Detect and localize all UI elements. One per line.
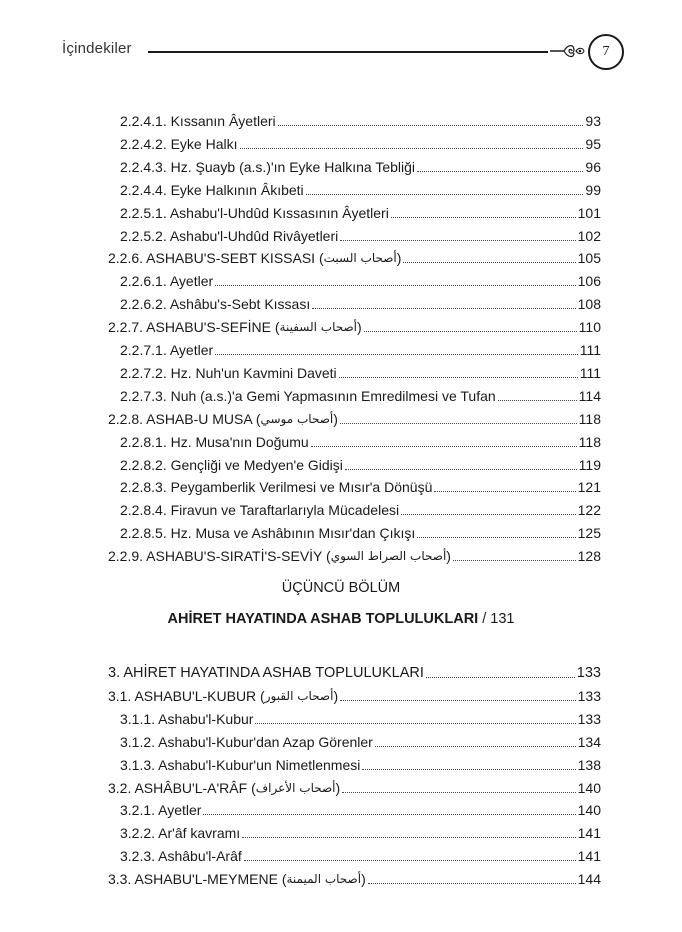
toc-entry-page: 101 — [577, 204, 601, 221]
toc-entry[interactable] — [120, 497, 601, 519]
toc-entry-close-paren: ) — [335, 779, 341, 796]
toc-entry-title: 2.2.6.1. Ayetler — [120, 273, 214, 290]
dot-leader — [364, 331, 577, 332]
toc-entry-arabic: أصحاب القبور — [264, 688, 334, 703]
dot-leader — [426, 677, 575, 678]
chapter-title-text: AHİRET HAYATINDA ASHAB TOPLULUKLARI — [167, 611, 479, 627]
dot-leader — [311, 446, 577, 447]
toc-entry-page: 140 — [577, 802, 601, 819]
dot-leader — [453, 560, 576, 561]
toc-entry[interactable] — [120, 337, 601, 359]
page-header — [62, 32, 622, 76]
toc-entry-title: 2.2.5.1. Ashabu'l-Uhdûd Kıssasının Âyetleri — [120, 204, 389, 221]
chapter-label: ÜÇÜNCÜ BÖLÜM — [281, 580, 401, 596]
toc-entry[interactable] — [108, 543, 601, 565]
toc-entry-page: 121 — [577, 479, 601, 496]
toc-entry-page: 133 — [577, 687, 601, 704]
page-number: 7 — [588, 34, 624, 70]
toc-entry-page: 133 — [577, 710, 601, 727]
toc-entry-page: 140 — [577, 779, 601, 796]
toc-entry-title: 2.2.4.4. Eyke Halkının Âkıbeti — [120, 181, 304, 198]
toc-entry-close-paren: ) — [333, 410, 338, 427]
toc-entry[interactable] — [120, 474, 601, 496]
dot-leader — [242, 837, 575, 838]
scroll-ornament-icon — [550, 42, 586, 62]
toc-entry-title: 3.3. ASHABU'L-MEYMENE ( — [108, 871, 287, 888]
toc-entry-page: 95 — [585, 135, 601, 152]
toc-entry-arabic: أصحاب الميمنة — [286, 872, 362, 887]
toc-entry-page: 99 — [585, 181, 601, 198]
dot-leader — [340, 423, 577, 424]
dot-leader — [215, 285, 576, 286]
dot-leader — [312, 308, 575, 309]
toc-entry[interactable] — [120, 131, 601, 153]
toc-entry-title: 2.2.6. ASHABU'S-SEBT KISSASI ( — [108, 250, 324, 267]
toc-entry[interactable] — [108, 866, 601, 888]
dot-leader — [434, 491, 575, 492]
toc-entry-title: 2.2.8.4. Firavun ve Taraftarlarıyla Mücadelesi — [120, 502, 400, 519]
toc-entry-close-paren: ) — [446, 548, 451, 565]
toc-entry-title: 2.2.9. ASHABU'S-SIRATİ'S-SEVİY ( — [108, 548, 331, 565]
toc-entry-page: 128 — [577, 548, 601, 565]
toc-entry-title: 3.1. ASHABU'L-KUBUR ( — [108, 687, 265, 704]
toc-entry-title: 2.2.7.1. Ayetler — [120, 342, 214, 358]
dot-leader — [306, 194, 584, 195]
toc-entry-page: 122 — [577, 502, 601, 519]
toc-entry-page: 110 — [578, 319, 601, 336]
toc-entry-title: 2.2.8.3. Peygamberlik Verilmesi ve Mısır'a Dönüşü — [120, 479, 433, 496]
dot-leader — [498, 400, 577, 401]
toc-entry[interactable] — [120, 200, 601, 222]
dot-leader — [340, 240, 575, 241]
chapter-title-page: / 131 — [478, 611, 515, 627]
toc-entry[interactable] — [120, 706, 601, 728]
dot-leader — [340, 700, 576, 701]
toc-entry-page: 111 — [579, 364, 601, 381]
toc-entry-title: 3.2.2. Ar'âf kavramı — [120, 825, 241, 842]
header-rule — [148, 51, 548, 53]
toc-entry[interactable] — [120, 452, 601, 474]
dot-leader — [417, 171, 583, 172]
dot-leader — [401, 514, 576, 515]
toc-entry-title: 2.2.7.3. Nuh (a.s.)'a Gemi Yapmasının Emredilmesi ve Tufan — [120, 387, 496, 404]
header-title: İçindekiler — [62, 40, 132, 57]
toc-entry-title: 3.1.3. Ashabu'l-Kubur'un Nimetlenmesi — [120, 756, 361, 773]
toc-entry-title: 2.2.5.2. Ashabu'l-Uhdûd Rivâyetleri — [120, 227, 339, 244]
toc-entry[interactable] — [120, 729, 601, 751]
toc-entry[interactable] — [120, 520, 601, 542]
dot-leader — [417, 537, 575, 538]
toc-entry-close-paren: ) — [357, 319, 362, 336]
toc-entry-arabic: أصحاب الأعراف — [255, 780, 336, 795]
toc-entry[interactable] — [120, 843, 601, 865]
toc-entry[interactable] — [120, 360, 601, 382]
dot-leader — [375, 746, 576, 747]
toc-entry-title: 2.2.4.3. Hz. Şuayb (a.s.)'ın Eyke Halkına Tebliği — [120, 158, 416, 175]
toc-entry-title: 2.2.8.2. Gençliği ve Medyen'e Gidişi — [120, 456, 343, 473]
dot-leader — [240, 148, 584, 149]
toc-entry-page: 133 — [576, 665, 601, 681]
toc-entry-arabic: أصحاب السفينة — [279, 320, 357, 335]
toc-entry-title: 2.2.7.2. Hz. Nuh'un Kavmini Daveti — [120, 364, 337, 381]
toc-entry-title: 2.2.4.1. Kıssanın Âyetleri — [120, 113, 276, 129]
toc-entry-page: 96 — [585, 158, 601, 175]
toc-entry[interactable] — [120, 177, 601, 199]
toc-entry-page: 141 — [577, 825, 601, 842]
toc-entry-page: 111 — [579, 342, 601, 358]
dot-leader — [203, 814, 575, 815]
toc-entry-close-paren: ) — [396, 250, 402, 267]
chapter-title — [0, 611, 682, 627]
toc-entry-page: 105 — [577, 250, 601, 267]
toc-entry-page: 102 — [577, 227, 601, 244]
toc-entry-page: 138 — [577, 756, 601, 773]
toc-entry[interactable] — [120, 383, 601, 405]
toc-entry[interactable] — [120, 223, 601, 245]
toc-entry-page: 114 — [578, 387, 601, 404]
toc-entry-close-paren: ) — [361, 871, 366, 888]
toc-entry-page: 108 — [577, 296, 601, 313]
toc-entry-title: 3. AHİRET HAYATINDA ASHAB TOPLULUKLARI — [108, 665, 424, 681]
toc-entry[interactable] — [108, 314, 601, 336]
toc-entry-page: 125 — [577, 525, 601, 542]
toc-entry-page: 141 — [577, 848, 601, 865]
dot-leader — [255, 723, 575, 724]
toc-entry-page: 93 — [585, 113, 601, 129]
toc-entry-page: 118 — [578, 433, 601, 450]
toc-entry[interactable] — [108, 245, 601, 267]
toc-entry[interactable] — [120, 429, 601, 451]
toc-entry-title: 2.2.7. ASHABU'S-SEFİNE ( — [108, 319, 280, 336]
toc-entry-title: 2.2.4.2. Eyke Halkı — [120, 135, 238, 152]
toc-entry-page: 144 — [577, 871, 601, 888]
toc-entry-page: 119 — [578, 456, 601, 473]
toc-entry-title: 3.2.3. Ashâbu'l-Arâf — [120, 848, 242, 865]
dot-leader — [368, 883, 576, 884]
dot-leader — [215, 354, 578, 355]
toc-entry-title: 3.2. ASHÂBU'L-A'RÂF ( — [108, 779, 256, 796]
toc-entry[interactable] — [120, 752, 601, 774]
toc-entry-title: 3.1.2. Ashabu'l-Kubur'dan Azap Görenler — [120, 733, 373, 750]
toc-entry[interactable] — [120, 291, 601, 313]
toc-entry-title: 3.2.1. Ayetler — [120, 802, 202, 819]
dot-leader — [362, 769, 575, 770]
toc-entry[interactable] — [120, 797, 601, 819]
dot-leader — [339, 377, 578, 378]
dot-leader — [342, 792, 575, 793]
toc-entry-title: 2.2.8.1. Hz. Musa'nın Doğumu — [120, 433, 309, 450]
toc-entry-arabic: أصحاب موسي — [260, 411, 334, 426]
toc-entry-page: 134 — [577, 733, 601, 750]
dot-leader — [403, 262, 575, 263]
toc-entry-page: 118 — [578, 410, 601, 427]
toc-entry[interactable] — [120, 154, 601, 176]
dot-leader — [345, 469, 577, 470]
dot-leader — [278, 125, 584, 126]
toc-entry-title: 2.2.8.5. Hz. Musa ve Ashâbının Mısır'dan Çıkışı — [120, 525, 416, 542]
dot-leader — [244, 860, 576, 861]
toc-entry-arabic: أصحاب السبت — [323, 251, 397, 266]
dot-leader — [391, 217, 576, 218]
toc-entry[interactable] — [120, 268, 601, 290]
toc-entry[interactable] — [108, 406, 601, 428]
toc-entry-title: 2.2.6.2. Ashâbu's-Sebt Kıssası — [120, 296, 311, 313]
toc-entry[interactable] — [108, 775, 601, 797]
toc-entry-title: 3.1.1. Ashabu'l-Kubur — [120, 710, 254, 727]
toc-entry-arabic: أصحاب الصراط السوي — [330, 549, 447, 564]
toc-entry[interactable] — [108, 660, 601, 682]
toc-entry-close-paren: ) — [333, 687, 339, 704]
toc-entry-title: 2.2.8. ASHAB-U MUSA ( — [108, 410, 261, 427]
toc-entry[interactable] — [120, 820, 601, 842]
toc-entry[interactable] — [120, 108, 601, 130]
toc-entry[interactable] — [108, 683, 601, 705]
toc-entry-page: 106 — [577, 273, 601, 290]
